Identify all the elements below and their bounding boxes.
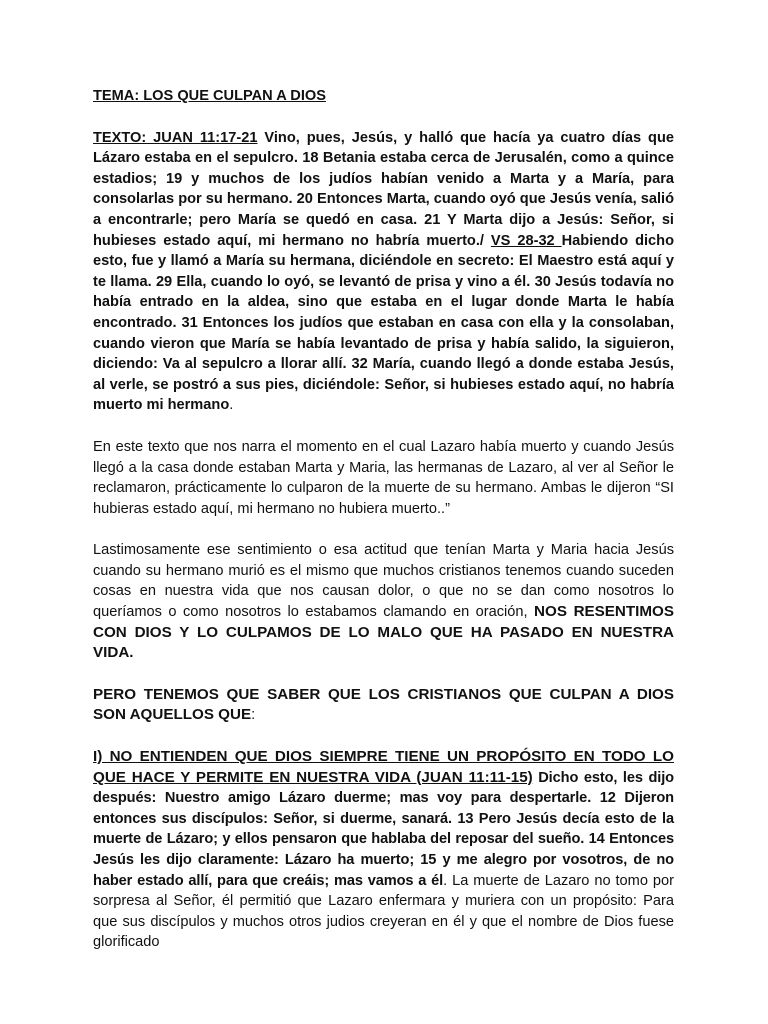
document-title: TEMA: LOS QUE CULPAN A DIOS [93, 88, 326, 104]
paragraph-4-bold: PERO TENEMOS QUE SABER QUE LOS CRISTIANOS QUE CULPAN A DIOS SON AQUELLOS QUE [93, 685, 674, 724]
document-page [93, 86, 674, 974]
paragraph-3-bold: NOS RESENTIMOS CON DIOS Y LO CULPAMOS DE LO MALO QUE HA PASADO EN NUESTRA VIDA. [93, 603, 674, 662]
verse-end: . [229, 397, 234, 414]
reference-juan-11-17-21: TEXTO: JUAN 11:17-21 [93, 129, 258, 146]
point-1-heading: I) NO ENTIENDEN QUE DIOS SIEMPRE TIENE UN PROPÓSITO EN TODO LO QUE HACE Y PERMITE EN NUESTRA VIDA (JUAN 11:11-15) [93, 748, 674, 786]
paragraph-text-juan [93, 128, 674, 416]
reference-vs-28-32: VS 28-32 [490, 232, 562, 249]
paragraph-narrative: En este texto que nos narra el momento en el cual Lazaro había muerto y cuando Jesús llegó a la casa donde estaban Marta y Maria, las hermanas de Lazaro, al ver al Señor le reclamaron, prácticamente lo culparon de la muerte de su hermano. Ambas le dijeron “SI hubieras estado aquí, mi hermano no hubiera muerto..” [93, 438, 674, 517]
paragraph-pero-tenemos [93, 685, 674, 726]
point-1-dot: . [443, 872, 448, 889]
paragraph-lastimosamente [93, 540, 674, 664]
verse-text-1: Vino, pues, Jesús, y halló que hacía ya cuatro días que Lázaro estaba en el sepulcro. 18 Betania estaba cerca de Jerusalén, como a quince estadios; 19 y muchos de los judíos habían venido a Marta y a María, para consolarlas por su hermano. 20 Entonces Marta, cuando oyó que Jesús venía, salió a encontrarle; pero María se quedó en casa. 21 Y Marta dijo a Jesús: Señor, si hubieses estado aquí, mi hermano no habría muerto./ [93, 129, 674, 249]
verse-text-2: Habiendo dicho esto, fue y llamó a María su hermana, diciéndole en secreto: El Maestro está aquí y te llama. 29 Ella, cuando lo oyó, se levantó de prisa y vino a él. 30 Jesús todavía no había entrado en la aldea, sino que estaba en el lugar donde Marta le había encontrado. 31 Entonces los judíos que estaban en casa con ella y la consolaban, cuando vieron que María se había levantado de prisa y había salido, la siguieron, diciendo: Va al sepulcro a llorar allí. 32 María, cuando llegó a donde estaba Jesús, al verle, se postró a sus pies, diciéndole: Señor, si hubieses estado aquí, no habría muerto mi hermano [93, 232, 675, 414]
paragraph-3-text: Lastimosamente ese sentimiento o esa actitud que tenían Marta y Maria hacia Jesús cuando su hermano murió es el mismo que muchos cristianos tenemos cuando suceden cosas en nuestra vida que nos causan dolor, o que no se dan como nosotros lo queríamos o como nosotros lo estabamos clamando en oración, [93, 542, 674, 621]
point-1-verse: Dicho esto, les dijo después: Nuestro amigo Lázaro duerme; mas voy para despertarle. 12 Dijeron entonces sus discípulos: Señor, si duerme, sanará. 13 Pero Jesús decía esto de la muerte de Lázaro; y ellos pensaron que hablaba del reposar del sueño. 14 Entonces Jesús les dijo claramente: Lázaro ha muerto; 15 y me alegro por vosotros, de no haber estado allí, para que creáis; mas vamos a él [93, 769, 674, 889]
paragraph-point-1 [93, 747, 674, 953]
point-1-text: La muerte de Lazaro no tomo por sorpresa al Señor, él permitió que Lazaro enfermara y muriera con un propósito: Para que sus discípulos y muchos otros judios creyeran en él y que el nombre de Dios fuese glorificado [93, 872, 674, 951]
paragraph-4-end: : [251, 707, 256, 724]
